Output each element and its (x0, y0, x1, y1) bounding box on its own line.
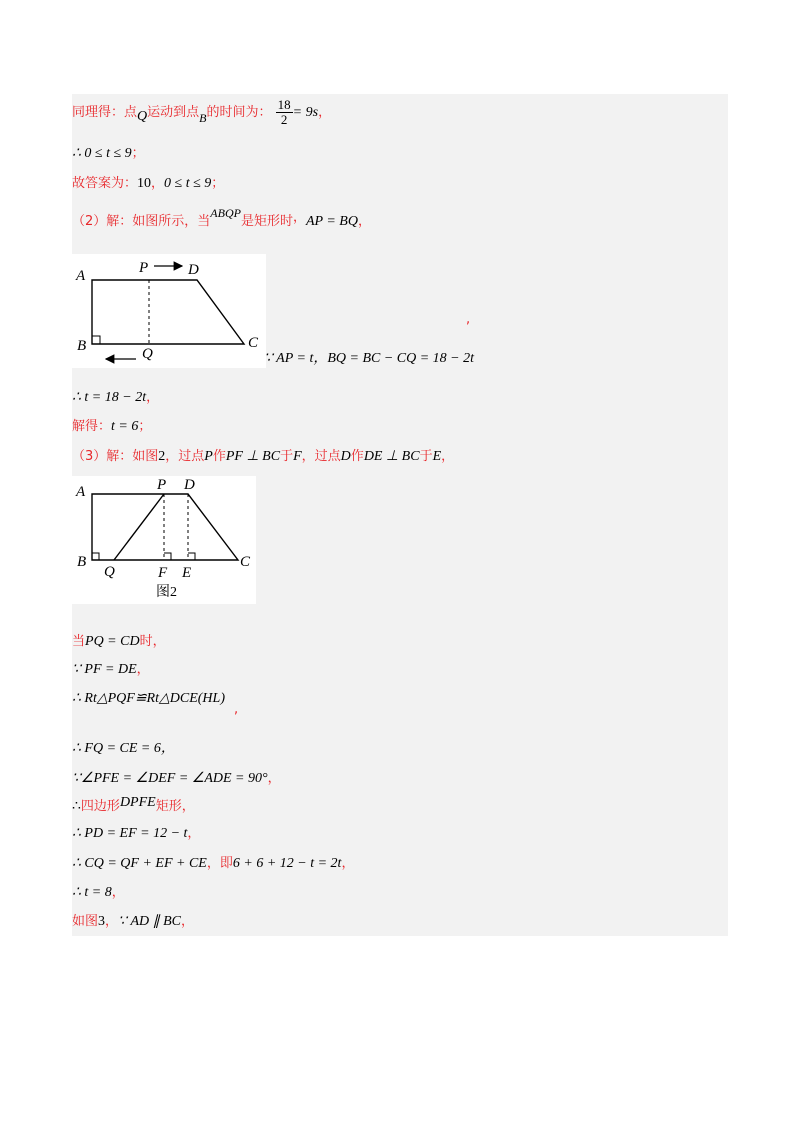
text: ， (441, 449, 455, 464)
fraction (276, 98, 293, 127)
text: 作 (350, 449, 364, 464)
right-angle-b (92, 553, 99, 560)
label-d: D (188, 262, 199, 278)
math: E (432, 449, 442, 464)
line-11 (72, 690, 225, 708)
text: ， (341, 856, 355, 871)
math: PQ = CD (85, 634, 140, 649)
text: ， (318, 105, 332, 120)
text: 同理得：点 (72, 105, 138, 120)
text: 是矩形时 (240, 214, 293, 229)
right-angle-e (188, 553, 195, 560)
line-2 (72, 145, 145, 163)
text: 四边形 (80, 799, 120, 814)
math: 3 (98, 914, 106, 929)
label-b: B (77, 338, 87, 354)
line-14 (72, 795, 195, 816)
var-dpfe: DPFE (119, 795, 156, 810)
text: ， (146, 390, 160, 405)
math: F (293, 449, 302, 464)
text: ， (136, 662, 150, 677)
math: ∵ AD ∥ BC (118, 914, 181, 929)
math: DE ⊥ BC (363, 449, 420, 464)
math: 0 ≤ t ≤ 9 (164, 176, 212, 191)
text: ， (267, 771, 281, 786)
text: ， (111, 885, 125, 900)
math: ∴ 0 ≤ t ≤ 9 (72, 146, 132, 161)
math: ∴ (72, 799, 81, 814)
segment-pq (114, 494, 164, 560)
right-angle-mark (92, 336, 100, 344)
label-c: C (240, 554, 251, 570)
line-13 (72, 770, 281, 788)
math: D (340, 449, 351, 464)
text: （2）解：如图所示，当 (72, 214, 211, 229)
var-q: Q (137, 109, 148, 124)
label-q: Q (142, 346, 153, 362)
fraction-den: 2 (280, 112, 288, 127)
text: ； (211, 176, 225, 191)
math: ∴ t = 8 (72, 885, 112, 900)
text: 作 (212, 449, 226, 464)
line-7 (72, 418, 151, 436)
line-3 (72, 175, 224, 193)
text: （3）解：如图 (72, 449, 159, 464)
fraction-num: 18 (277, 97, 291, 112)
label-d: D (184, 477, 195, 493)
label-q: Q (104, 564, 115, 580)
text: 运动到点 (147, 105, 200, 120)
label-a: A (76, 268, 86, 284)
text: 如图 (72, 914, 99, 929)
math: = 9s (292, 105, 319, 120)
line-1 (72, 98, 331, 127)
math: 6 + 6 + 12 − t = 2t (232, 856, 342, 871)
label-b: B (77, 554, 87, 570)
math: ∵ AP = t，BQ = BC − CQ = 18 − 2t (264, 351, 475, 366)
line-8 (72, 448, 454, 466)
line-5 (264, 350, 474, 368)
text: ，即 (206, 856, 233, 871)
figure-2-diagram (72, 476, 256, 604)
text: 解得： (72, 419, 112, 434)
math: ∴ PD = EF = 12 − t (72, 826, 188, 841)
math: 10 (137, 176, 152, 191)
line-12 (72, 740, 175, 758)
figure-caption: 图2 (156, 585, 177, 600)
var-abqp: ABQP (210, 206, 241, 220)
line-6 (72, 389, 159, 407)
math: ∴ FQ = CE = 6， (72, 741, 175, 756)
text: ， (292, 210, 306, 225)
label-p: P (157, 477, 167, 493)
label-e: E (182, 565, 192, 581)
stray-comma: , (466, 312, 471, 327)
right-angle-f (164, 553, 171, 560)
math: ∵ PF = DE (72, 662, 137, 677)
figure-1 (72, 254, 266, 368)
text: ， (151, 176, 165, 191)
line-9 (72, 633, 166, 651)
math: ∴ t = 18 − 2t (72, 390, 147, 405)
label-p: P (139, 260, 149, 276)
line-4 (72, 206, 371, 231)
label-f: F (158, 565, 168, 581)
text: 当 (72, 634, 86, 649)
math: P (204, 449, 213, 464)
label-c: C (248, 335, 259, 351)
text: 于 (280, 449, 294, 464)
math: t = 6 (111, 419, 139, 434)
math: ∴ Rt△PQF≌Rt△DCE(HL) (72, 691, 225, 706)
var-b: B (199, 111, 207, 125)
text: ； (138, 419, 152, 434)
text: 故答案为： (72, 176, 138, 191)
text: ，过点 (165, 449, 205, 464)
text: ； (131, 146, 145, 161)
math: ∴ CQ = QF + EF + CE (72, 856, 207, 871)
line-10 (72, 661, 150, 679)
figure-2 (72, 476, 256, 604)
text: ， (181, 914, 195, 929)
line-15 (72, 825, 200, 843)
text: 矩形， (155, 799, 195, 814)
figure-1-diagram (72, 254, 266, 368)
text: ， (357, 214, 371, 229)
text: 的时间为： (206, 105, 272, 120)
text: 于 (419, 449, 433, 464)
math: ∵∠PFE = ∠DEF = ∠ADE = 90° (72, 771, 268, 786)
math: 2 (158, 449, 166, 464)
trapezoid (92, 494, 238, 560)
text: ， (105, 914, 119, 929)
line-17 (72, 884, 125, 902)
stray-comma: , (234, 702, 239, 717)
label-a: A (76, 484, 86, 500)
math: AP = BQ (305, 214, 358, 229)
text: ， (187, 826, 201, 841)
line-18 (72, 913, 194, 931)
text: ，过点 (301, 449, 341, 464)
trapezoid (92, 280, 244, 344)
text: 时， (139, 634, 166, 649)
math: PF ⊥ BC (225, 449, 281, 464)
line-16 (72, 855, 354, 873)
